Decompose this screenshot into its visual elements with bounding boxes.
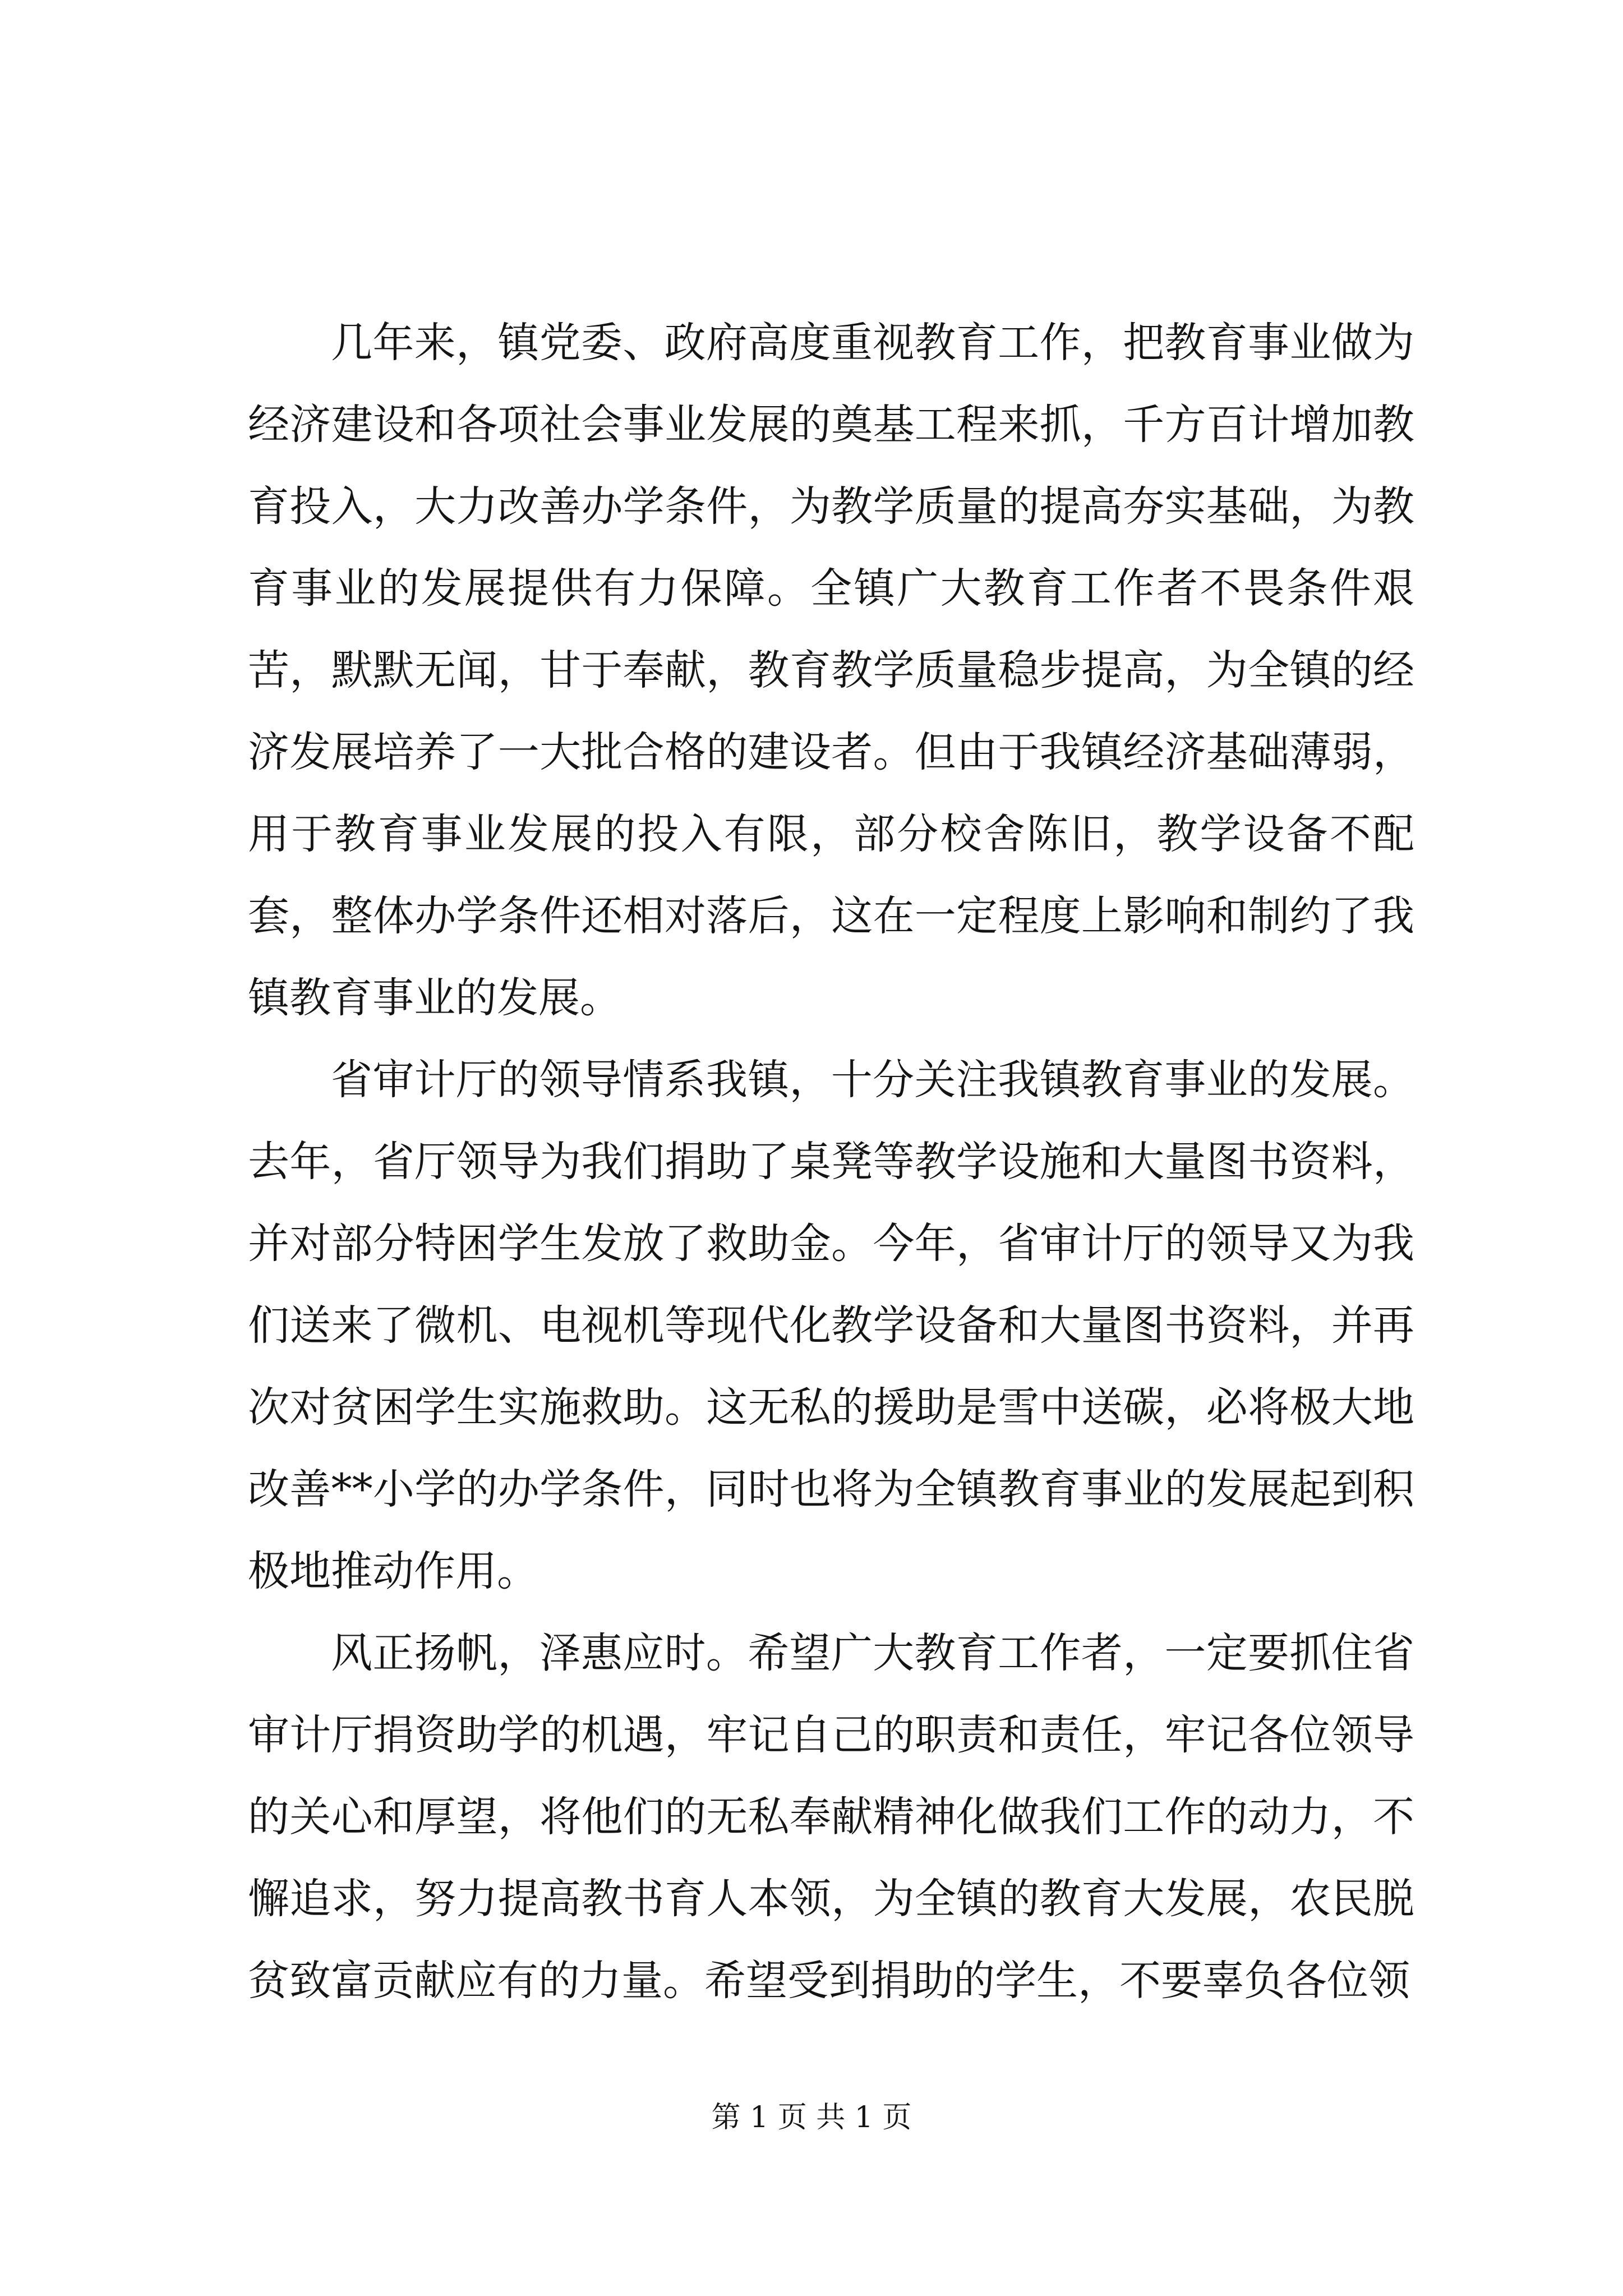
paragraph-2: 省审计厅的领导情系我镇，十分关注我镇教育事业的发展。去年，省厅领导为我们捐助了桌凳等教学设施和大量图书资料，并对部分特困学生发放了救助金。今年，省审计厅的领导又为我们送来了微机、电视机等现代化教学设备和大量图书资料，并再次对贫困学生实施救助。这无私的援助是雪中送碳，必将极大地改善**小学的办学条件，同时也将为全镇教育事业的发展起到积极地推动作用。 <box>248 1056 1414 1595</box>
page-number-footer: 第 1 页 共 1 页 <box>711 2101 912 2134</box>
paragraph-1: 几年来，镇党委、政府高度重视教育工作，把教育事业做为经济建设和各项社会事业发展的奠基工程来抓，千方百计增加教育投入，大力改善办学条件，为教学质量的提高夯实基础，为教育事业的发展提供有力保障。全镇广大教育工作者不畏条件艰苦，默默无闻，甘于奉献，教育教学质量稳步提高，为全镇的经济发展培养了一大批合格的建设者。但由于我镇经济基础薄弱，用于教育事业发展的投入有限，部分校舍陈旧，教学设备不配套，整体办学条件还相对落后，这在一定程度上影响和制约了我镇教育事业的发展。 <box>248 319 1414 1022</box>
document-body <box>248 302 1414 2022</box>
paragraph-3: 风正扬帆，泽惠应时。希望广大教育工作者，一定要抓住省审计厅捐资助学的机遇，牢记自己的职责和责任，牢记各位领导的关心和厚望，将他们的无私奉献精神化做我们工作的动力，不懈追求，努力提高教书育人本领，为全镇的教育大发展，农民脱贫致富贡献应有的力量。希望受到捐助的学生，不要辜负各位领 <box>248 1629 1414 2005</box>
